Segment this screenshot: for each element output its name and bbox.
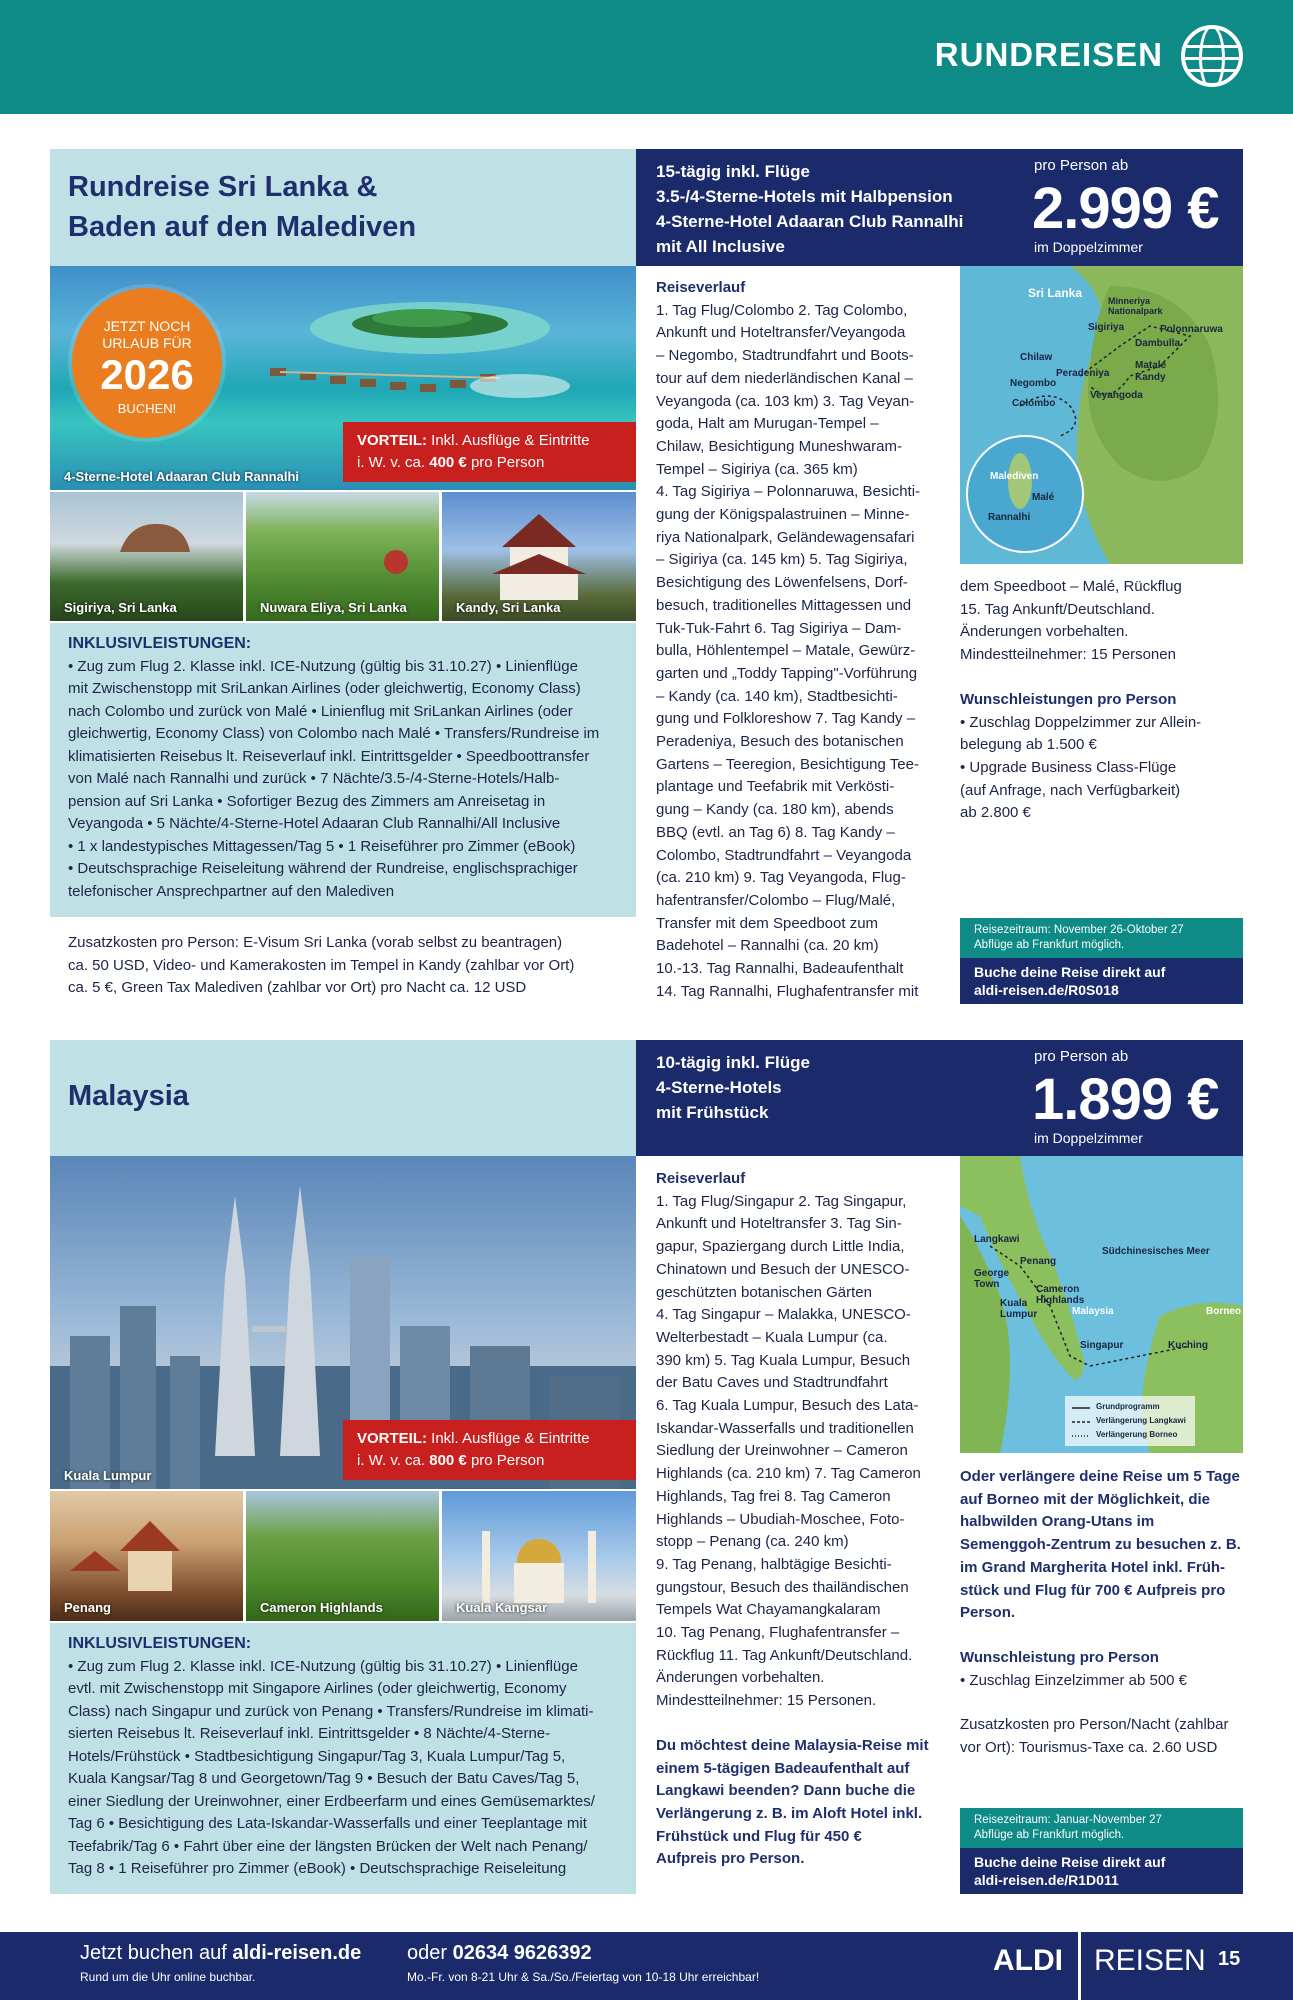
price-suffix: im Doppelzimmer [1034, 1130, 1143, 1146]
booking-box[interactable]: Reisezeitraum: November 26-Oktober 27 Abflüge ab Frankfurt möglich. Buche deine Reise direkt auf aldi-reisen.de/R0S018 [960, 918, 1243, 1004]
thumb-nuwara-eliya: Nuwara Eliya, Sri Lanka [246, 492, 439, 621]
hero-photo-maldives [50, 266, 636, 490]
verlaengerung-borneo: Oder verlängere deine Reise um 5 Tage auf Borneo mit der Möglichkeit, die halbwilden Orang-Utans im Semenggoh-Zentrum zu besuchen z. B. im Grand Margherita Hotel inkl. Früh- stück und Flug für 700 € Aufpreis pro Person. Wunschleistung pro Person • Zuschlag Einzelzimmer ab 500 € Zusatzkosten pro Person/Nacht (zahlbar vor Ort): Tourismus-Taxe ca. 2.60 USD [960, 1468, 1241, 1757]
globe-icon [1181, 25, 1243, 87]
price-box [636, 149, 1243, 266]
reiseverlauf: Reiseverlauf 1. Tag Flug/Singapur 2. Tag Singapur, Ankunft und Hoteltransfer 3. Tag Sin- gapur, Spaziergang durch Little India, Chinatown und Besuch der UNESCO- geschützten botanischen Gärten 4. Tag Singapur – Malakka, UNESCO- Welterbestadt – Kuala Lumpur (ca. 390 km) 5. Tag Kuala Lumpur, Besuch der Batu Caves und Stadtrundfahrt 6. Tag Kuala Lumpur, Besuch des Lata- Iskandar-Wasserfalls und traditionellen Siedlung der Ureinwohner – Cameron Highlands (ca. 210 km) 7. Tag Cameron Highlands, Tag frei 8. Tag Cameron Highlands – Ubudiah-Moschee, Foto- stopp – Penang (ca. 240 km) 9. Tag Penang, halbtägige Besichti- gungstour, Besuch des thailändischen Tempels Wat Chayamangkalaram 10. Tag Penang, Flughafentransfer – Rückflug 11. Tag Ankunft/Deutschland. Änderungen vorbehalten. Mindestteilnehmer: 15 Personen. Du möchtest deine Malaysia-Reise mit einem 5-tägigen Badeaufenthalt auf Langkawi beenden? Dann buche die Verlängerung z. B. im Aloft Hotel inkl. Frühstück und Flug für 450 € Aufpreis pro Person. [656, 1170, 929, 1868]
book-online[interactable]: Jetzt buchen auf aldi-reisen.de [80, 1942, 362, 1964]
trip-title: Rundreise Sri Lanka & Baden auf den Malediven [68, 171, 417, 243]
inklusivleistungen: INKLUSIVLEISTUNGEN: • Zug zum Flug 2. Klasse inkl. ICE-Nutzung (gültig bis 31.10.27) • Linienflüge evtl. mit Zwischenstopp mit Singapore Airlines (oder gleichwertig, Economy Class) nach Singapur und zurück von Penang • Transfers/Rundreise im klimati- sierten Reisebus lt. Reiseverlauf inkl. Eintrittsgelder • 8 Nächte/4-Sterne- Hotels/Frühstück • Stadtbesichtigung Singapur/Tag 3, Kuala Lumpur/Tag 5, Kuala Kangsar/Tag 8 und Georgetown/Tag 9 • Besuch der Batu Caves/Tag 5, einer Siedlung der Ureinwohner, einer Erdbeerfarm und eines Gemüsemarktes/ Tag 6 • Besichtigung des Lata-Iskandar-Wasserfalls und einer Teeplantage mit Teefabrik/Tag 6 • Fahrt über eine der längsten Brücken der Welt nach Penang/ Tag 8 • 1 Reiseführer pro Zimmer (eBook) • Deutschsprachige Reiseleitung [50, 1623, 636, 1894]
booking-link[interactable]: aldi-reisen.de/R1D011 [974, 1872, 1119, 1888]
booking-link[interactable]: aldi-reisen.de/R0S018 [974, 982, 1119, 998]
thumb-kandy: Kandy, Sri Lanka [442, 492, 636, 621]
reiseverlauf-ende: dem Speedboot – Malé, Rückflug 15. Tag Ankunft/Deutschland. Änderungen vorbehalten. Mindestteilnehmer: 15 Personen Wunschleistungen pro Person • Zuschlag Doppelzimmer zur Allein- belegung ab 1.500 € • Upgrade Business Class-Flüge (auf Anfrage, nach Verfügbarkeit) ab 2.800 € [960, 578, 1202, 822]
footer: Jetzt buchen auf aldi-reisen.de Rund um die Uhr online buchbar. oder 02634 9626392 Mo.-Fr. von 8-21 Uhr & Sa./So./Feiertag von 10-18 Uhr erreichbar! ALDI REISEN 15 [0, 1932, 1293, 2000]
reiseverlauf: Reiseverlauf 1. Tag Flug/Colombo 2. Tag Colombo, Ankunft und Hoteltransfer/Veyangoda – Negombo, Stadtrundfahrt und Boots- tour auf dem niederländischen Kanal – Veyangoda (ca. 103 km) 3. Tag Veyan- goda, Halt am Murugan-Tempel – Chilaw, Besichtigung Muneshwaram- Tempel – Sigiriya (ca. 365 km) 4. Tag Sigiriya – Polonnaruwa, Besichti- gung der Königspalastruinen – Minne- riya Nationalpark, Geländewagensafari – Sigiriya (ca. 145 km) 5. Tag Sigiriya, Besichtigung des Löwenfelsens, Dorf- besuch, traditionelles Mittagessen und Tuk-Tuk-Fahrt 6. Tag Sigiriya – Dam- bulla, Höhlentempel – Matale, Gewürz- garten und „Toddy Tapping"-Vorführung – Kandy (ca. 140 km), Stadtbesichti- gung und Folkloreshow 7. Tag Kandy – Peradeniya, Besuch des botanischen Gartens – Teeregion, Besichtigung Tee- plantage und Teefabrik mit Verkösti- gung – Kandy (ca. 180 km), abends BBQ (evtl. an Tag 6) 8. Tag Kandy – Colombo, Stadtrundfahrt – Veyangoda (ca. 210 km) 9. Tag Veyangoda, Flug- hafentransfer/Colombo – Flug/Malé, Transfer mit dem Speedboot zum Badehotel – Rannalhi (ca. 20 km) 10.-13. Tag Rannalhi, Badeaufenthalt 14. Tag Rannalhi, Flughafentransfer mit [656, 279, 921, 1000]
trip-features: 10-tägig inkl. Flüge 4-Sterne-Hotels mit Frühstück [656, 1053, 810, 1122]
route-map-malaysia: Langkawi Penang George Town Cameron Highlands Kuala Lumpur Malaysia Südchinesisches Meer Singapur Kuching Borneo Grundprogramm Verlängerung Langkawi Verlängerung Borneo [960, 1156, 1243, 1453]
price: 1.899 € [1032, 1067, 1219, 1132]
zusatzkosten: Zusatzkosten pro Person: E-Visum Sri Lanka (vorab selbst zu beantragen) ca. 50 USD, Video- und Kamerakosten im Tempel in Kandy (zahlbar vor Ort) ca. 5 €, Green Tax Malediven (zahlbar vor Ort) pro Nacht ca. 12 USD [68, 934, 575, 996]
thumb-penang: Penang [50, 1491, 243, 1621]
inklusivleistungen: INKLUSIVLEISTUNGEN: • Zug zum Flug 2. Klasse inkl. ICE-Nutzung (gültig bis 31.10.27) • Linienflüge mit Zwischenstopp mit SriLankan Airlines (oder gleichwertig, Economy Class) nach Colombo und zurück von Malé • Linienflug mit SriLankan Airlines (oder gleichwertig, Economy Class) von Colombo nach Malé • Transfers/Rundreise im klimatisierten Reisebus lt. Reiseverlauf inkl. Eintrittsgelder • Speedboottransfer von Malé nach Rannalhi und zurück • 7 Nächte/3.5-/4-Sterne-Hotels/Halb- pension auf Sri Lanka • Sofortiger Bezug des Zimmers am Anreisetag in Veyangoda • 5 Nächte/4-Sterne-Hotel Adaaran Club Rannalhi/All Inclusive • 1 x landestypisches Mittagessen/Tag 5 • 1 Reiseführer pro Zimmer (eBook) • Deutschsprachige Reiseleitung während der Rundreise, englischsprachiger telefonischer Ansprechpartner auf den Malediven [50, 623, 636, 917]
phone-number[interactable]: oder 02634 9626392 [407, 1942, 592, 1964]
trip-title-box [50, 149, 636, 266]
trip-sri-lanka [50, 149, 1243, 1009]
header-bar [0, 0, 1293, 114]
price-box [636, 1040, 1243, 1156]
vorteil-banner: VORTEIL: Inkl. Ausflüge & Eintritte i. W. v. ca. 400 € pro Person [343, 422, 636, 482]
hero-photo-kuala-lumpur [50, 1156, 636, 1489]
thumb-cameron-highlands: Cameron Highlands [246, 1491, 439, 1621]
thumb-kuala-kangsar: Kuala Kangsar [442, 1491, 636, 1621]
trip-features: 15-tägig inkl. Flüge 3.5-/4-Sterne-Hotels mit Halbpension 4-Sterne-Hotel Adaaran Club Rannalhi mit All Inclusive [656, 162, 964, 256]
trip-title-box [50, 1040, 636, 1156]
brand-logo: ALDI [993, 1944, 1063, 1977]
section-title: RUNDREISEN [934, 36, 1163, 73]
brand-logo-reisen: REISEN [1094, 1944, 1206, 1977]
booking-box[interactable]: Reisezeitraum: Januar-November 27 Abflüge ab Frankfurt möglich. Buche deine Reise direkt auf aldi-reisen.de/R1D011 [960, 1808, 1243, 1894]
photo-caption: 4-Sterne-Hotel Adaaran Club Rannalhi [64, 469, 299, 484]
price: 2.999 € [1032, 176, 1219, 241]
photo-caption: Kuala Lumpur [64, 1468, 152, 1483]
route-map-sri-lanka: Sri Lanka Minneriya Nationalpark Sigiriya Polonnaruwa Dambulla Chilaw Matale Peradeniya Kandy Negombo Veyangoda Colombo Malediven Malé Rannalhi [960, 266, 1243, 564]
thumb-sigiriya: Sigiriya, Sri Lanka [50, 492, 243, 621]
trip-malaysia [50, 1040, 1243, 1900]
price-suffix: im Doppelzimmer [1034, 239, 1143, 255]
page-number: 15 [1218, 1948, 1241, 1970]
trip-title: Malaysia [68, 1080, 189, 1112]
price-prefix: pro Person ab [1034, 1048, 1129, 1065]
promo-badge-2026: JETZT NOCH URLAUB FÜR 2026 BUCHEN! [72, 288, 222, 438]
price-prefix: pro Person ab [1034, 157, 1129, 174]
vorteil-banner: VORTEIL: Inkl. Ausflüge & Eintritte i. W. v. ca. 800 € pro Person [343, 1420, 636, 1480]
